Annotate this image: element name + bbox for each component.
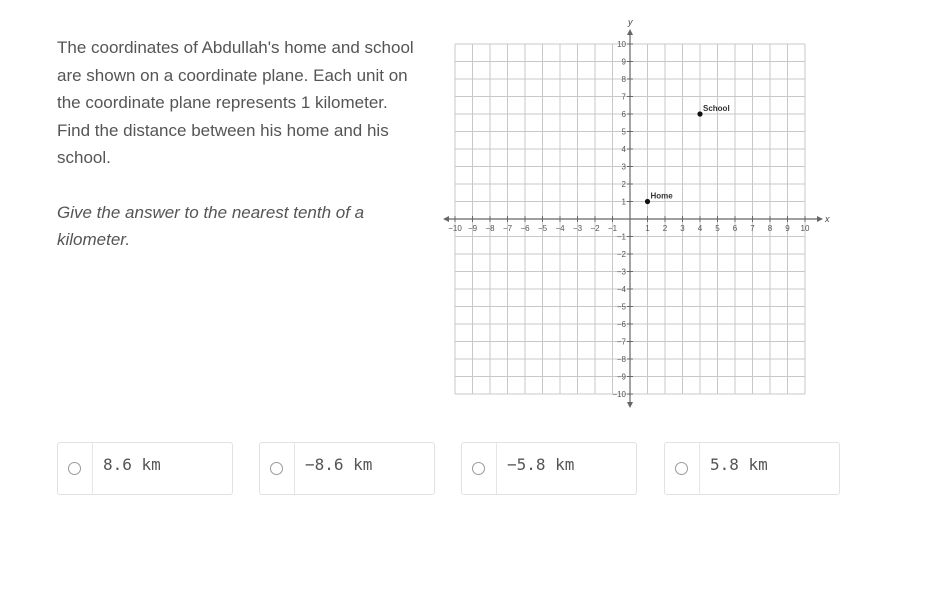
y-axis-arrow-down-icon [627,402,633,408]
x-tick-label: 5 [715,224,720,233]
coordinate-plane-svg [440,20,830,412]
x-tick-label: 2 [662,224,668,233]
point-label-home: Home [650,191,673,201]
x-tick-label: −9 [467,224,478,233]
choice-label: −8.6 km [305,455,373,474]
question-body: The coordinates of Abdullah's home and school are shown on a coordinate plane. Each unit on the coordinate plane represents 1 kilometer. Find the distance between his home and his school. [57,38,414,167]
y-tick-label: 3 [621,162,626,172]
y-tick-label: −10 [612,390,626,399]
choice-label: 5.8 km [710,455,768,474]
y-tick-label: 7 [621,92,626,102]
choice-1[interactable] [57,442,233,495]
question-hint: Give the answer to the nearest tenth of a kilometer. [57,202,365,249]
y-axis-label: y [628,20,633,27]
y-tick-label: 4 [621,145,626,154]
x-tick-label: −7 [502,224,513,233]
y-axis-arrow-up-icon [627,29,633,35]
y-tick-label: 9 [621,57,626,67]
x-tick-label: −6 [520,224,530,233]
choice-2[interactable] [259,442,435,495]
y-tick-label: 6 [621,110,626,119]
choice-label: −5.8 km [507,455,575,474]
x-tick-label: 10 [800,224,810,233]
x-tick-label: 9 [785,224,790,233]
radio-icon[interactable] [68,462,81,475]
y-tick-label: 10 [617,40,626,49]
x-axis-label: x [825,214,830,224]
radio-icon[interactable] [675,462,688,475]
choice-label: 8.6 km [103,455,161,474]
x-tick-label: −4 [555,224,565,233]
radio-icon[interactable] [472,462,485,475]
x-tick-label: −8 [485,224,495,233]
y-tick-label: −3 [616,267,626,277]
x-tick-label: −3 [572,224,583,233]
x-axis-arrow-left-icon [443,216,449,222]
y-tick-label: −4 [616,285,626,294]
y-tick-label: −2 [616,250,626,259]
coordinate-plane [440,20,830,412]
point-label-school: School [703,104,730,113]
y-tick-label: −5 [616,302,626,312]
question-text [57,34,437,254]
x-axis-arrow-right-icon [817,216,823,222]
choice-3[interactable] [461,442,637,495]
x-tick-label: −10 [448,224,462,233]
point-home [645,199,650,204]
point-school [697,111,702,116]
x-tick-label: 8 [767,224,773,233]
y-tick-label: 2 [621,180,626,189]
x-tick-label: 4 [697,224,703,233]
y-tick-label: −8 [616,355,626,364]
y-tick-label: 5 [621,127,626,137]
y-tick-label: 8 [621,75,626,84]
x-tick-label: −5 [537,224,548,233]
x-tick-label: 3 [680,224,685,233]
y-tick-label: 1 [621,197,626,207]
y-tick-label: −7 [616,337,626,347]
x-tick-label: 7 [750,224,755,233]
x-tick-label: 6 [732,224,738,233]
x-tick-label: −1 [607,224,618,233]
choice-4[interactable] [664,442,840,495]
y-tick-label: −9 [616,372,626,382]
radio-icon[interactable] [270,462,283,475]
y-tick-label: −6 [616,320,626,329]
y-tick-label: −1 [616,232,626,242]
x-tick-label: −2 [590,224,600,233]
x-tick-label: 1 [645,224,650,233]
